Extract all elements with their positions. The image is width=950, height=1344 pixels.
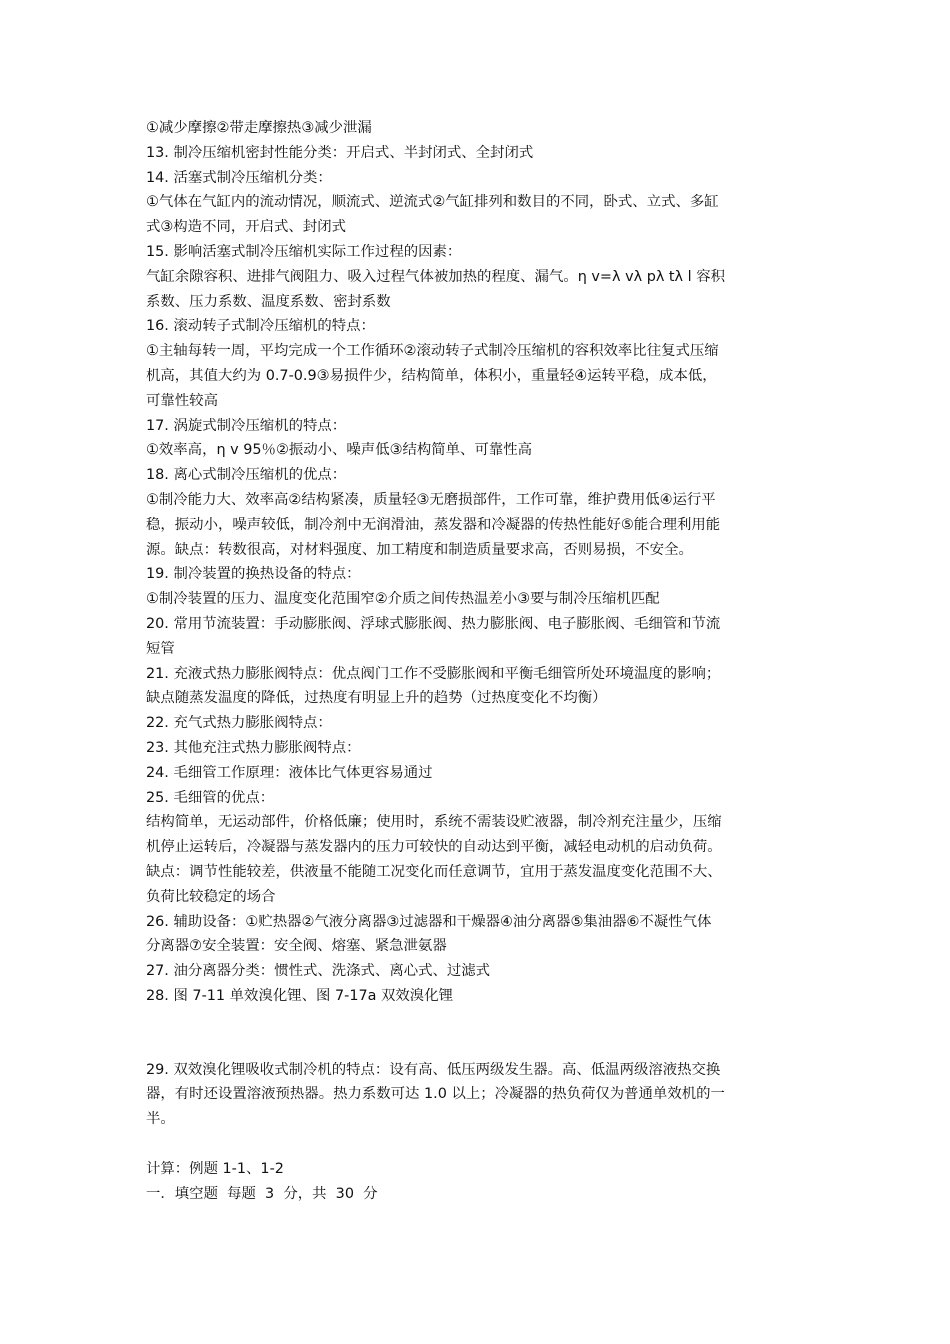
text-line: 23. 其他充注式热力膨胀阀特点： (146, 739, 361, 756)
text-line: 一．填空题 每题 3 分，共 30 分 (146, 1185, 378, 1202)
text-line: 29. 双效溴化锂吸收式制冷机的特点：设有高、低压两级发生器。高、低温两级溶液热交换 (146, 1061, 721, 1078)
text-line: 系数、压力系数、温度系数、密封系数 (146, 293, 391, 310)
text-line: 28. 图 7-11 单效溴化锂、图 7-17a 双效溴化锂 (146, 987, 453, 1004)
text-line: 源。缺点：转数很高，对材料强度、加工精度和制造质量要求高，否则易损，不安全。 (146, 541, 693, 558)
text-line: 缺点：调节性能较差，供液量不能随工况变化而任意调节，宜用于蒸发温度变化范围不大、 (146, 863, 722, 880)
text-line: ①制冷能力大、效率高②结构紧凑，质量轻③无磨损部件，工作可靠，维护费用低④运行平 (146, 491, 716, 508)
text-line: ①主轴每转一周，平均完成一个工作循环②滚动转子式制冷压缩机的容积效率比往复式压缩 (146, 343, 719, 360)
text-line: 缺点随蒸发温度的降低，过热度有明显上升的趋势（过热度变化不均衡） (146, 690, 607, 707)
text-line: 结构简单，无运动部件，价格低廉；使用时，系统不需装设贮液器，制冷剂充注量少，压缩 (146, 814, 722, 831)
text-line: 短管 (146, 640, 175, 657)
text-line: 19. 制冷装置的换热设备的特点： (146, 566, 361, 583)
text-line: ①减少摩擦②带走摩擦热③减少泄漏 (146, 120, 372, 136)
text-line: 机高，其值大约为 0.7-0.9③易损件少，结构简单，体积小，重量轻④运转平稳，成本低， (146, 367, 717, 384)
text-line: 分离器⑦安全装置：安全阀、熔塞、紧急泄氨器 (146, 938, 447, 955)
text-line: 器，有时还设置溶液预热器。热力系数可达 1.0 以上；冷凝器的热负荷仅为普通单效机的一 (146, 1086, 725, 1103)
calculation-and-exam-heading (146, 1157, 810, 1207)
text-line: 计算：例题 1-1、1-2 (146, 1161, 284, 1178)
paragraph-gap (146, 1009, 810, 1058)
text-line: 稳，振动小，噪声较低，制冷剂中无润滑油，蒸发器和冷凝器的传热性能好⑤能合理利用能 (146, 516, 721, 533)
text-line: 22. 充气式热力膨胀阀特点： (146, 715, 332, 732)
text-line: 16. 滚动转子式制冷压缩机的特点： (146, 318, 375, 335)
text-line: 气缸余隙容积、进排气阀阻力、吸入过程气体被加热的程度、漏气。η v=λ vλ pλ tλ l 容积 (146, 268, 726, 285)
text-line: 14. 活塞式制冷压缩机分类： (146, 169, 332, 186)
text-line: 18. 离心式制冷压缩机的优点： (146, 467, 347, 484)
text-line: ①气体在气缸内的流动情况，顺流式、逆流式②气缸排列和数目的不同，卧式、立式、多缸 (146, 194, 719, 211)
document-body (146, 116, 810, 1207)
notes-block-item-29 (146, 1058, 810, 1132)
text-line: ①效率高，η v 95％②振动小、噪声低③结构简单、可靠性高 (146, 442, 533, 459)
text-line: 机停止运转后，冷凝器与蒸发器内的压力可较快的自动达到平衡，减轻电动机的启动负荷。 (146, 839, 722, 856)
text-line: 20. 常用节流装置：手动膨胀阀、浮球式膨胀阀、热力膨胀阀、电子膨胀阀、毛细管和节流 (146, 615, 721, 632)
text-line: 27. 油分离器分类：惯性式、洗涤式、离心式、过滤式 (146, 963, 491, 980)
text-line: 26. 辅助设备：①贮热器②气液分离器③过滤器和干燥器④油分离器⑤集油器⑥不凝性气体 (146, 913, 712, 930)
notes-block-items-12-28 (146, 116, 810, 1009)
text-line: 半。 (146, 1111, 175, 1128)
text-line: 13. 制冷压缩机密封性能分类：开启式、半封闭式、全封闭式 (146, 144, 534, 161)
text-line: 24. 毛细管工作原理：液体比气体更容易通过 (146, 764, 433, 781)
text-line: 负荷比较稳定的场合 (146, 888, 276, 905)
text-line: 式③构造不同，开启式、封闭式 (146, 219, 346, 236)
text-line: 25. 毛细管的优点： (146, 789, 275, 806)
text-line: 可靠性较高 (146, 392, 218, 409)
text-line: 17. 涡旋式制冷压缩机的特点： (146, 417, 347, 434)
paragraph-gap (146, 1132, 810, 1157)
text-line: ①制冷装置的压力、温度变化范围窄②介质之间传热温差小③要与制冷压缩机匹配 (146, 591, 660, 608)
text-line: 15. 影响活塞式制冷压缩机实际工作过程的因素： (146, 243, 462, 260)
text-line: 21. 充液式热力膨胀阀特点：优点阀门工作不受膨胀阀和平衡毛细管所处环境温度的影响； (146, 665, 721, 682)
